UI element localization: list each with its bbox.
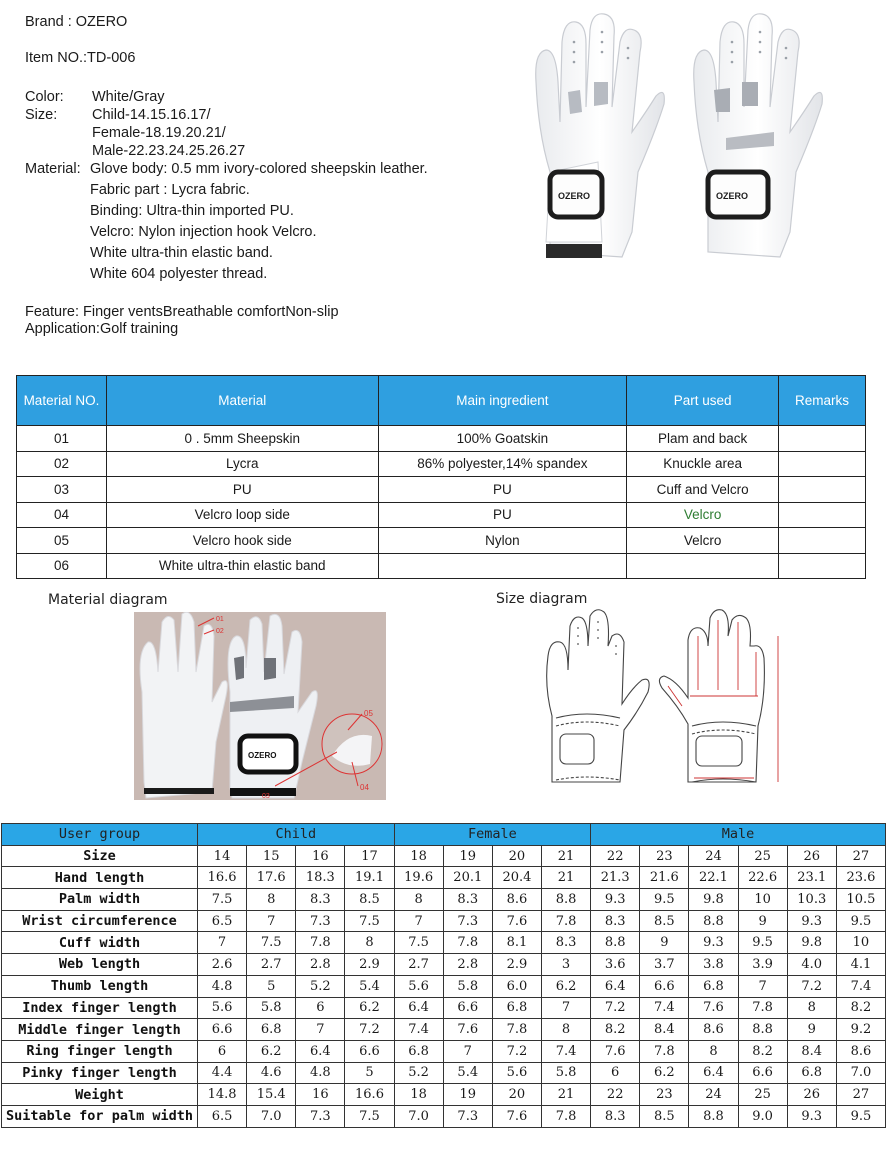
table-cell: 6.6 <box>198 1019 247 1041</box>
table-cell: 23.1 <box>787 867 836 889</box>
table-cell: 5.6 <box>394 975 443 997</box>
table-cell: 18 <box>394 1084 443 1106</box>
table-cell: 22 <box>591 845 640 867</box>
table-cell: 26 <box>787 1084 836 1106</box>
table-cell: 7 <box>296 1019 345 1041</box>
table-cell: 7.0 <box>247 1105 296 1127</box>
table-cell: 24 <box>689 1084 738 1106</box>
table-cell: 7 <box>394 910 443 932</box>
table-cell: 9 <box>787 1019 836 1041</box>
table-cell: 7.3 <box>296 1105 345 1127</box>
table-cell: 20.4 <box>492 867 541 889</box>
table-cell: Knuckle area <box>627 451 779 477</box>
table-cell: 8.3 <box>591 910 640 932</box>
table-cell: 9.8 <box>689 889 738 911</box>
row-label: Size <box>2 845 198 867</box>
row-label: Pinky finger length <box>2 1062 198 1084</box>
table-cell: 100% Goatskin <box>378 426 627 452</box>
table-cell: 22.1 <box>689 867 738 889</box>
table-cell: 15 <box>247 845 296 867</box>
table-cell: 8 <box>787 997 836 1019</box>
table-cell: 6.8 <box>787 1062 836 1084</box>
table-cell: 8 <box>247 889 296 911</box>
table-row <box>2 1084 886 1106</box>
table-cell: 7.3 <box>296 910 345 932</box>
table-cell: 8.6 <box>689 1019 738 1041</box>
table-cell: 04 <box>17 502 107 528</box>
table-cell: 15.4 <box>247 1084 296 1106</box>
table-cell: 18.3 <box>296 867 345 889</box>
table-cell: 0 . 5mm Sheepskin <box>106 426 378 452</box>
table-cell: 3.6 <box>591 954 640 976</box>
table-cell: 9.3 <box>787 1105 836 1127</box>
table-cell: 5 <box>345 1062 394 1084</box>
table-row <box>17 477 866 503</box>
row-label: Middle finger length <box>2 1019 198 1041</box>
table-cell: Velcro loop side <box>106 502 378 528</box>
table-cell: Velcro <box>627 502 779 528</box>
table-cell: 23 <box>640 845 689 867</box>
table-cell: 23.6 <box>836 867 885 889</box>
table-cell: 6.6 <box>738 1062 787 1084</box>
material-label: Material: <box>25 161 81 177</box>
table-cell: 2.9 <box>345 954 394 976</box>
table-cell: 7 <box>541 997 590 1019</box>
table-cell: 7.6 <box>591 1040 640 1062</box>
table-cell: 8.4 <box>640 1019 689 1041</box>
table-cell: 6.5 <box>198 910 247 932</box>
table-cell: 8 <box>541 1019 590 1041</box>
table-cell: 7.6 <box>492 910 541 932</box>
table-cell: 6.2 <box>345 997 394 1019</box>
table-cell: PU <box>378 477 627 503</box>
callout-label: 02 <box>216 628 224 635</box>
table-cell: 6.4 <box>394 997 443 1019</box>
table-cell: 9.5 <box>738 932 787 954</box>
row-label: Web length <box>2 954 198 976</box>
brand-line: Brand : OZERO <box>25 14 128 30</box>
table-cell: 9.5 <box>836 910 885 932</box>
table-cell: 6.2 <box>541 975 590 997</box>
size-diagram-drawing <box>538 606 788 798</box>
table-cell: 16 <box>296 845 345 867</box>
table-cell: 8.1 <box>492 932 541 954</box>
header-cell: Material NO. <box>17 376 107 426</box>
table-cell: 2.7 <box>247 954 296 976</box>
table-cell: 6.8 <box>247 1019 296 1041</box>
table-cell: 7.2 <box>787 975 836 997</box>
table-cell: 8 <box>394 889 443 911</box>
table-cell: 16.6 <box>198 867 247 889</box>
size-table <box>1 823 886 1128</box>
table-row <box>2 910 886 932</box>
table-row <box>2 997 886 1019</box>
table-cell <box>779 426 866 452</box>
row-label: Cuff width <box>2 932 198 954</box>
table-cell: Velcro hook side <box>106 528 378 554</box>
table-cell: 03 <box>17 477 107 503</box>
table-cell: 23 <box>640 1084 689 1106</box>
table-cell: 7.0 <box>836 1062 885 1084</box>
table-cell: 7.5 <box>394 932 443 954</box>
table-cell: 5.2 <box>394 1062 443 1084</box>
table-cell: 86% polyester,14% spandex <box>378 451 627 477</box>
table-cell <box>779 528 866 554</box>
table-cell: 7.8 <box>443 932 492 954</box>
table-cell: 8.2 <box>591 1019 640 1041</box>
table-cell: 9.5 <box>836 1105 885 1127</box>
table-cell: 7.2 <box>492 1040 541 1062</box>
table-cell: 18 <box>394 845 443 867</box>
table-cell: 14 <box>198 845 247 867</box>
material-line: White ultra-thin elastic band. <box>90 245 273 261</box>
table-cell: 6.5 <box>198 1105 247 1127</box>
table-cell: 7.8 <box>738 997 787 1019</box>
table-cell: PU <box>106 477 378 503</box>
table-cell: 20.1 <box>443 867 492 889</box>
row-label: Index finger length <box>2 997 198 1019</box>
table-cell: 8.3 <box>541 932 590 954</box>
table-cell: 7.2 <box>591 997 640 1019</box>
table-cell: 3.9 <box>738 954 787 976</box>
table-cell: 6.0 <box>492 975 541 997</box>
table-cell: 8.8 <box>591 932 640 954</box>
table-cell: 7 <box>247 910 296 932</box>
table-cell: 5.2 <box>296 975 345 997</box>
table-cell: 2.8 <box>296 954 345 976</box>
color-value: White/Gray <box>92 89 165 105</box>
table-cell: 8 <box>345 932 394 954</box>
table-cell: 27 <box>836 845 885 867</box>
material-line: Glove body: 0.5 mm ivory-colored sheepskin leather. <box>90 161 428 177</box>
table-cell: 27 <box>836 1084 885 1106</box>
table-cell: 2.6 <box>198 954 247 976</box>
table-row <box>17 426 866 452</box>
table-cell: 6 <box>591 1062 640 1084</box>
table-cell: 10 <box>738 889 787 911</box>
svg-text:OZERO: OZERO <box>716 191 749 201</box>
row-label: Weight <box>2 1084 198 1106</box>
header-cell: Material <box>106 376 378 426</box>
material-line: Fabric part : Lycra fabric. <box>90 182 250 198</box>
table-cell: 3.7 <box>640 954 689 976</box>
table-cell: 4.0 <box>787 954 836 976</box>
table-cell: 8.3 <box>591 1105 640 1127</box>
table-cell: 6.6 <box>345 1040 394 1062</box>
callout-label: 05 <box>364 709 373 718</box>
table-cell: 5.6 <box>492 1062 541 1084</box>
color-label: Color: <box>25 89 64 105</box>
table-cell: 8.6 <box>492 889 541 911</box>
table-cell <box>779 451 866 477</box>
table-cell: 7 <box>198 932 247 954</box>
callout-leader-line <box>275 748 337 788</box>
table-cell: 7.6 <box>443 1019 492 1041</box>
table-cell: 6.4 <box>296 1040 345 1062</box>
callout-label: 01 <box>216 616 224 623</box>
table-row <box>2 1040 886 1062</box>
header-cell: Remarks <box>779 376 866 426</box>
table-cell: 02 <box>17 451 107 477</box>
table-cell: 7.5 <box>345 910 394 932</box>
table-cell: 8.8 <box>541 889 590 911</box>
table-cell: Velcro <box>627 528 779 554</box>
table-cell: 8 <box>689 1040 738 1062</box>
table-cell: 2.8 <box>443 954 492 976</box>
table-cell: 06 <box>17 553 107 579</box>
table-cell: 6.6 <box>443 997 492 1019</box>
table-cell: 26 <box>787 845 836 867</box>
table-cell: 7 <box>443 1040 492 1062</box>
table-cell: 8.2 <box>836 997 885 1019</box>
material-diagram-caption: Material diagram <box>48 592 168 608</box>
table-cell: 24 <box>689 845 738 867</box>
table-cell: 7.4 <box>836 975 885 997</box>
group-female: Female <box>394 824 591 846</box>
table-cell: 14.8 <box>198 1084 247 1106</box>
table-cell: White ultra-thin elastic band <box>106 553 378 579</box>
table-cell: 22 <box>591 1084 640 1106</box>
svg-text:OZERO: OZERO <box>248 751 277 760</box>
group-child: Child <box>198 824 395 846</box>
glove-product-image <box>528 12 828 272</box>
table-cell: 7.6 <box>492 1105 541 1127</box>
table-cell: 6.6 <box>640 975 689 997</box>
svg-text:OZERO: OZERO <box>558 191 591 201</box>
table-cell: 8.8 <box>738 1019 787 1041</box>
table-cell: 6.4 <box>689 1062 738 1084</box>
table-cell: 19.6 <box>394 867 443 889</box>
table-row <box>2 845 886 867</box>
table-cell: 19 <box>443 845 492 867</box>
table-cell: 9 <box>738 910 787 932</box>
material-line: Velcro: Nylon injection hook Velcro. <box>90 224 317 240</box>
table-cell: Cuff and Velcro <box>627 477 779 503</box>
table-cell: 7.6 <box>689 997 738 1019</box>
table-cell <box>779 502 866 528</box>
table-cell: 6.8 <box>689 975 738 997</box>
table-cell: 6.2 <box>640 1062 689 1084</box>
table-row <box>2 932 886 954</box>
row-label: Palm width <box>2 889 198 911</box>
table-cell: 7.8 <box>492 1019 541 1041</box>
table-cell: 2.7 <box>394 954 443 976</box>
material-line: White 604 polyester thread. <box>90 266 268 282</box>
table-cell: 6.8 <box>492 997 541 1019</box>
feature-line: Feature: Finger ventsBreathable comfortNon-slip <box>25 304 339 320</box>
table-cell: 9.2 <box>836 1019 885 1041</box>
table-cell: 8.2 <box>738 1040 787 1062</box>
table-row <box>2 1019 886 1041</box>
row-label: Ring finger length <box>2 1040 198 1062</box>
table-row <box>17 451 866 477</box>
material-table <box>16 375 866 579</box>
table-cell: 21.3 <box>591 867 640 889</box>
table-cell: 5 <box>247 975 296 997</box>
left-glove <box>536 14 665 258</box>
table-cell: 21 <box>541 1084 590 1106</box>
table-cell: 6.4 <box>591 975 640 997</box>
table-cell: 7.3 <box>443 1105 492 1127</box>
table-row <box>2 1062 886 1084</box>
table-row <box>17 553 866 579</box>
table-cell: 7.8 <box>541 1105 590 1127</box>
table-cell: 9.0 <box>738 1105 787 1127</box>
table-cell: Nylon <box>378 528 627 554</box>
table-cell: 6 <box>296 997 345 1019</box>
table-cell: 22.6 <box>738 867 787 889</box>
table-cell <box>627 553 779 579</box>
table-row <box>2 954 886 976</box>
table-cell: Plam and back <box>627 426 779 452</box>
table-cell: 5.8 <box>443 975 492 997</box>
table-row <box>2 889 886 911</box>
table-cell: 8.8 <box>689 1105 738 1127</box>
callout-label: 03 <box>262 793 270 800</box>
table-cell: 17 <box>345 845 394 867</box>
table-cell: 9.3 <box>689 932 738 954</box>
table-cell: 25 <box>738 845 787 867</box>
table-cell: 01 <box>17 426 107 452</box>
table-cell <box>779 553 866 579</box>
item-number: Item NO.:TD-006 <box>25 50 136 66</box>
table-cell: 6.2 <box>247 1040 296 1062</box>
table-cell: 6.8 <box>394 1040 443 1062</box>
group-header-label: User group <box>2 824 198 846</box>
table-cell: 19 <box>443 1084 492 1106</box>
size-diagram-caption: Size diagram <box>496 591 588 607</box>
size-male: Male-22.23.24.25.26.27 <box>92 143 246 159</box>
table-row <box>2 867 886 889</box>
table-cell: 8.3 <box>296 889 345 911</box>
table-cell: 4.8 <box>296 1062 345 1084</box>
table-cell: 7.2 <box>345 1019 394 1041</box>
table-cell: 10.3 <box>787 889 836 911</box>
table-cell: 16 <box>296 1084 345 1106</box>
table-cell: 5.4 <box>443 1062 492 1084</box>
table-cell: 17.6 <box>247 867 296 889</box>
table-cell: 8.8 <box>689 910 738 932</box>
table-cell: 9.8 <box>787 932 836 954</box>
table-cell: 6 <box>198 1040 247 1062</box>
row-label: Wrist circumference <box>2 910 198 932</box>
table-cell: 9.3 <box>787 910 836 932</box>
table-cell: 8.5 <box>640 1105 689 1127</box>
material-table-header <box>17 376 866 426</box>
table-cell: 05 <box>17 528 107 554</box>
callout-label: 04 <box>360 783 369 792</box>
table-cell: PU <box>378 502 627 528</box>
table-cell: 2.9 <box>492 954 541 976</box>
right-glove <box>694 14 823 257</box>
table-row <box>2 975 886 997</box>
table-cell: 7.4 <box>394 1019 443 1041</box>
table-cell: 5.4 <box>345 975 394 997</box>
row-label: Hand length <box>2 867 198 889</box>
table-cell: 7.8 <box>296 932 345 954</box>
table-cell: 8.4 <box>787 1040 836 1062</box>
table-cell: 4.6 <box>247 1062 296 1084</box>
table-cell: 7.5 <box>247 932 296 954</box>
table-cell: 21.6 <box>640 867 689 889</box>
row-label: Thumb length <box>2 975 198 997</box>
table-cell: 7.5 <box>198 889 247 911</box>
table-cell: 5.8 <box>541 1062 590 1084</box>
table-cell: 10 <box>836 932 885 954</box>
table-cell: 4.1 <box>836 954 885 976</box>
table-cell: 9 <box>640 932 689 954</box>
size-label: Size: <box>25 107 58 123</box>
header-cell: Part used <box>627 376 779 426</box>
table-cell: 7.3 <box>443 910 492 932</box>
group-male: Male <box>591 824 886 846</box>
table-cell: 7.4 <box>541 1040 590 1062</box>
table-cell: 7 <box>738 975 787 997</box>
table-cell: 7.8 <box>640 1040 689 1062</box>
size-table-group-header <box>2 824 886 846</box>
table-cell: 8.5 <box>345 889 394 911</box>
table-cell: 5.8 <box>247 997 296 1019</box>
table-cell <box>378 553 627 579</box>
size-child: Child-14.15.16.17/ <box>92 107 211 123</box>
table-cell: Lycra <box>106 451 378 477</box>
table-cell: 21 <box>541 845 590 867</box>
table-cell: 4.4 <box>198 1062 247 1084</box>
table-cell: 25 <box>738 1084 787 1106</box>
table-cell: 4.8 <box>198 975 247 997</box>
table-row <box>2 1105 886 1127</box>
table-cell: 20 <box>492 1084 541 1106</box>
table-cell <box>779 477 866 503</box>
table-cell: 20 <box>492 845 541 867</box>
table-row <box>17 528 866 554</box>
table-cell: 9.5 <box>640 889 689 911</box>
table-cell: 7.0 <box>394 1105 443 1127</box>
table-cell: 5.6 <box>198 997 247 1019</box>
table-cell: 3 <box>541 954 590 976</box>
material-line: Binding: Ultra-thin imported PU. <box>90 203 294 219</box>
table-cell: 3.8 <box>689 954 738 976</box>
table-cell: 16.6 <box>345 1084 394 1106</box>
table-cell: 10.5 <box>836 889 885 911</box>
table-row <box>17 502 866 528</box>
table-cell: 7.5 <box>345 1105 394 1127</box>
table-cell: 21 <box>541 867 590 889</box>
table-cell: 9.3 <box>591 889 640 911</box>
table-cell: 7.4 <box>640 997 689 1019</box>
size-female: Female-18.19.20.21/ <box>92 125 226 141</box>
table-cell: 19.1 <box>345 867 394 889</box>
header-cell: Main ingredient <box>378 376 627 426</box>
table-cell: 8.6 <box>836 1040 885 1062</box>
table-cell: 7.8 <box>541 910 590 932</box>
row-label: Suitable for palm width <box>2 1105 198 1127</box>
application-line: Application:Golf training <box>25 321 179 337</box>
table-cell: 8.5 <box>640 910 689 932</box>
table-cell: 8.3 <box>443 889 492 911</box>
